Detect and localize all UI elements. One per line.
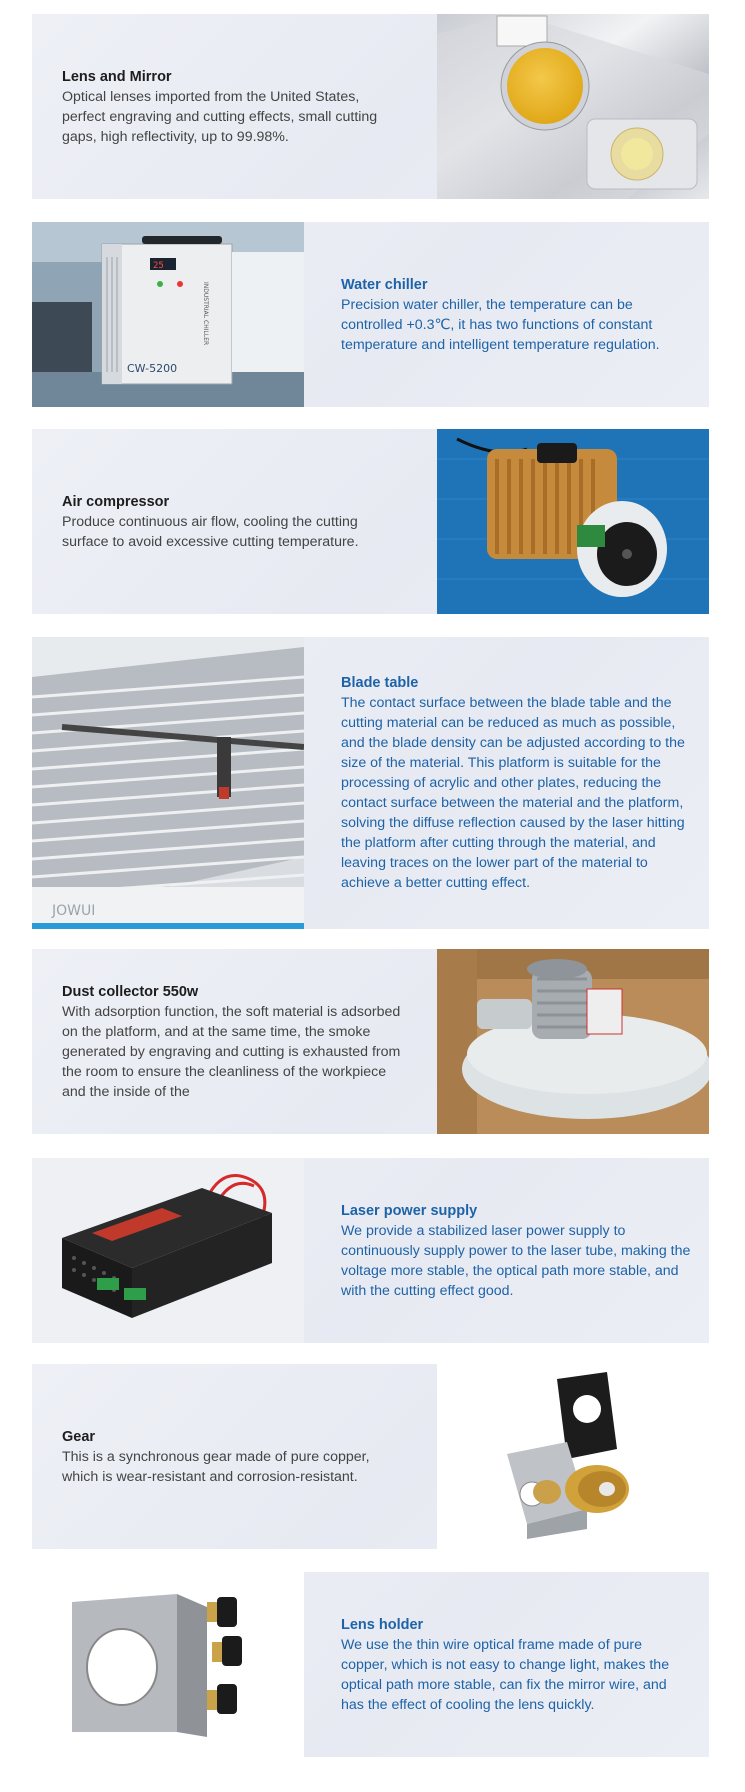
machine-brand-text: JOWUI	[52, 903, 96, 919]
feature-title: Lens holder	[341, 1616, 424, 1633]
feature-card-lens-holder	[32, 1572, 709, 1757]
feature-description: The contact surface between the blade table and the cutting material can be reduced as much as possible, and the blade density can be adjusted according to the size of the material. This platform is suitable for the processing of acrylic and other plates, reducing the contact surface between the material and the platform, solving the diffuse reflection caused by the laser hitting the platform after cutting through the material, and leaving traces on the lower part of the material to achieve a better cutting effect.	[341, 695, 685, 891]
feature-title: Lens and Mirror	[62, 68, 172, 85]
air-compressor-photo	[437, 429, 709, 614]
lens-holder-photo	[32, 1572, 304, 1757]
feature-card-laser-power-supply	[32, 1158, 709, 1343]
chiller-model-label: CW-5200	[127, 362, 178, 375]
dust-collector-photo	[437, 949, 709, 1134]
feature-title: Dust collector 550w	[62, 983, 199, 1000]
feature-title: Water chiller	[341, 276, 428, 293]
feature-card-dust-collector	[32, 949, 709, 1134]
feature-description: We provide a stabilized laser power supply to continuously supply power to the laser tube, making the voltage more stable, the optical path more stable, and with the cutting effect good.	[341, 1222, 691, 1299]
feature-description: We use the thin wire optical frame made of pure copper, which is not easy to change light, makes the optical path more stable, can fix the mirror wire, and has the effect of cooling the lens quickly.	[341, 1636, 670, 1713]
feature-title: Blade table	[341, 675, 419, 691]
feature-card-lens-mirror	[32, 14, 709, 199]
laser-power-supply-photo	[32, 1158, 304, 1343]
feature-title: Air compressor	[62, 493, 170, 510]
feature-description: With adsorption function, the soft material is adsorbed on the platform, and at the same time, the smoke generated by engraving and cutting is exhausted from the room to ensure the cleanliness of the workpiece and the inside of the	[62, 1003, 401, 1100]
feature-card-air-compressor	[32, 429, 709, 614]
feature-card-blade-table	[32, 637, 709, 929]
feature-description: Precision water chiller, the temperature can be controlled +0.3℃, it has two functions of constant temperature and intelligent temperature regulation.	[341, 296, 660, 353]
feature-description: This is a synchronous gear made of pure copper, which is wear-resistant and corrosion-resistant.	[62, 1448, 370, 1485]
feature-description: Produce continuous air flow, cooling the cutting surface to avoid excessive cutting temperature.	[62, 513, 359, 550]
feature-description: Optical lenses imported from the United States, perfect engraving and cutting effects, small cutting gaps, high reflectivity, up to 99.98%.	[62, 88, 378, 145]
chiller-side-label: INDUSTRIAL CHILLER	[202, 282, 209, 346]
water-chiller-photo	[32, 222, 304, 407]
feature-card-water-chiller	[32, 222, 709, 407]
svg-text:25: 25	[153, 261, 164, 271]
gear-photo	[437, 1364, 709, 1549]
feature-title: Laser power supply	[341, 1202, 478, 1219]
blade-table-photo	[32, 637, 304, 929]
feature-card-gear	[32, 1364, 709, 1549]
lens-mirror-photo	[437, 14, 709, 199]
feature-title: Gear	[62, 1428, 96, 1445]
